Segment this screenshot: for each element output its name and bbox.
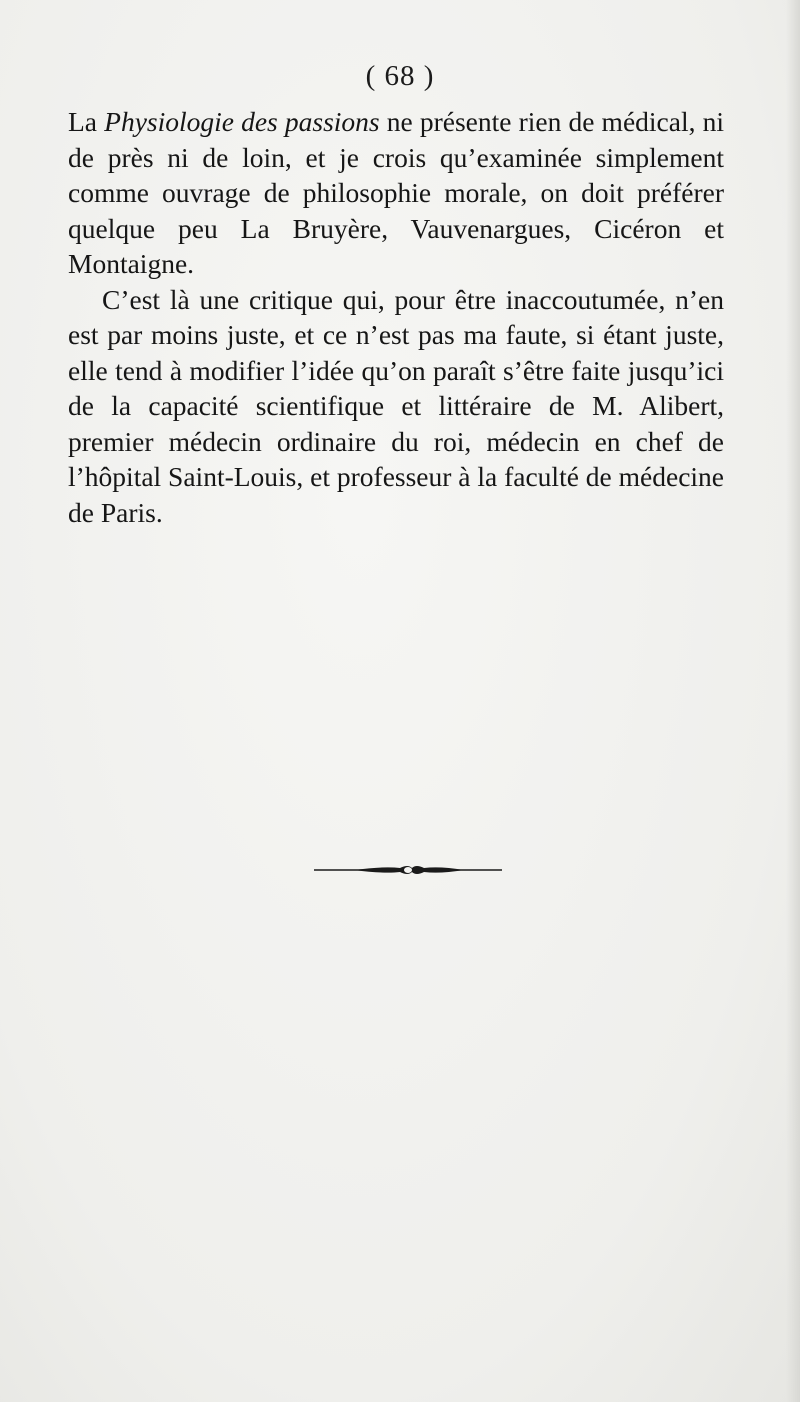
paragraph-1 [68,104,724,282]
paragraph-1-body: ne présente rien de médical, ni de près ni de loin, et je crois qu’examinée simplement comme ouvrage de philosophie morale, on doit préférer quelque peu La Bruyère, Vauvenargues, Cicéron et Montaigne. [68,106,724,279]
book-title: Physiologie des passions [104,106,380,137]
paragraph-2: C’est là une critique qui, pour être inaccoutumée, n’en est par moins juste, et ce n’est pas ma faute, si étant juste, elle tend à modifier l’idée qu’on paraît s’être faite jusqu’ici de la capacité scientifique et littéraire de M. Alibert, premier médecin ordinaire du roi, médecin en chef de l’hôpital Saint-Louis, et professeur à la faculté de médecine de Paris. [68,283,724,528]
page-number: ( 68 ) [365,60,435,92]
end-ornament-icon [314,862,502,878]
page-edge-shadow [786,0,800,1402]
paragraph-1-lead: La [68,106,105,137]
body-text [68,104,724,530]
